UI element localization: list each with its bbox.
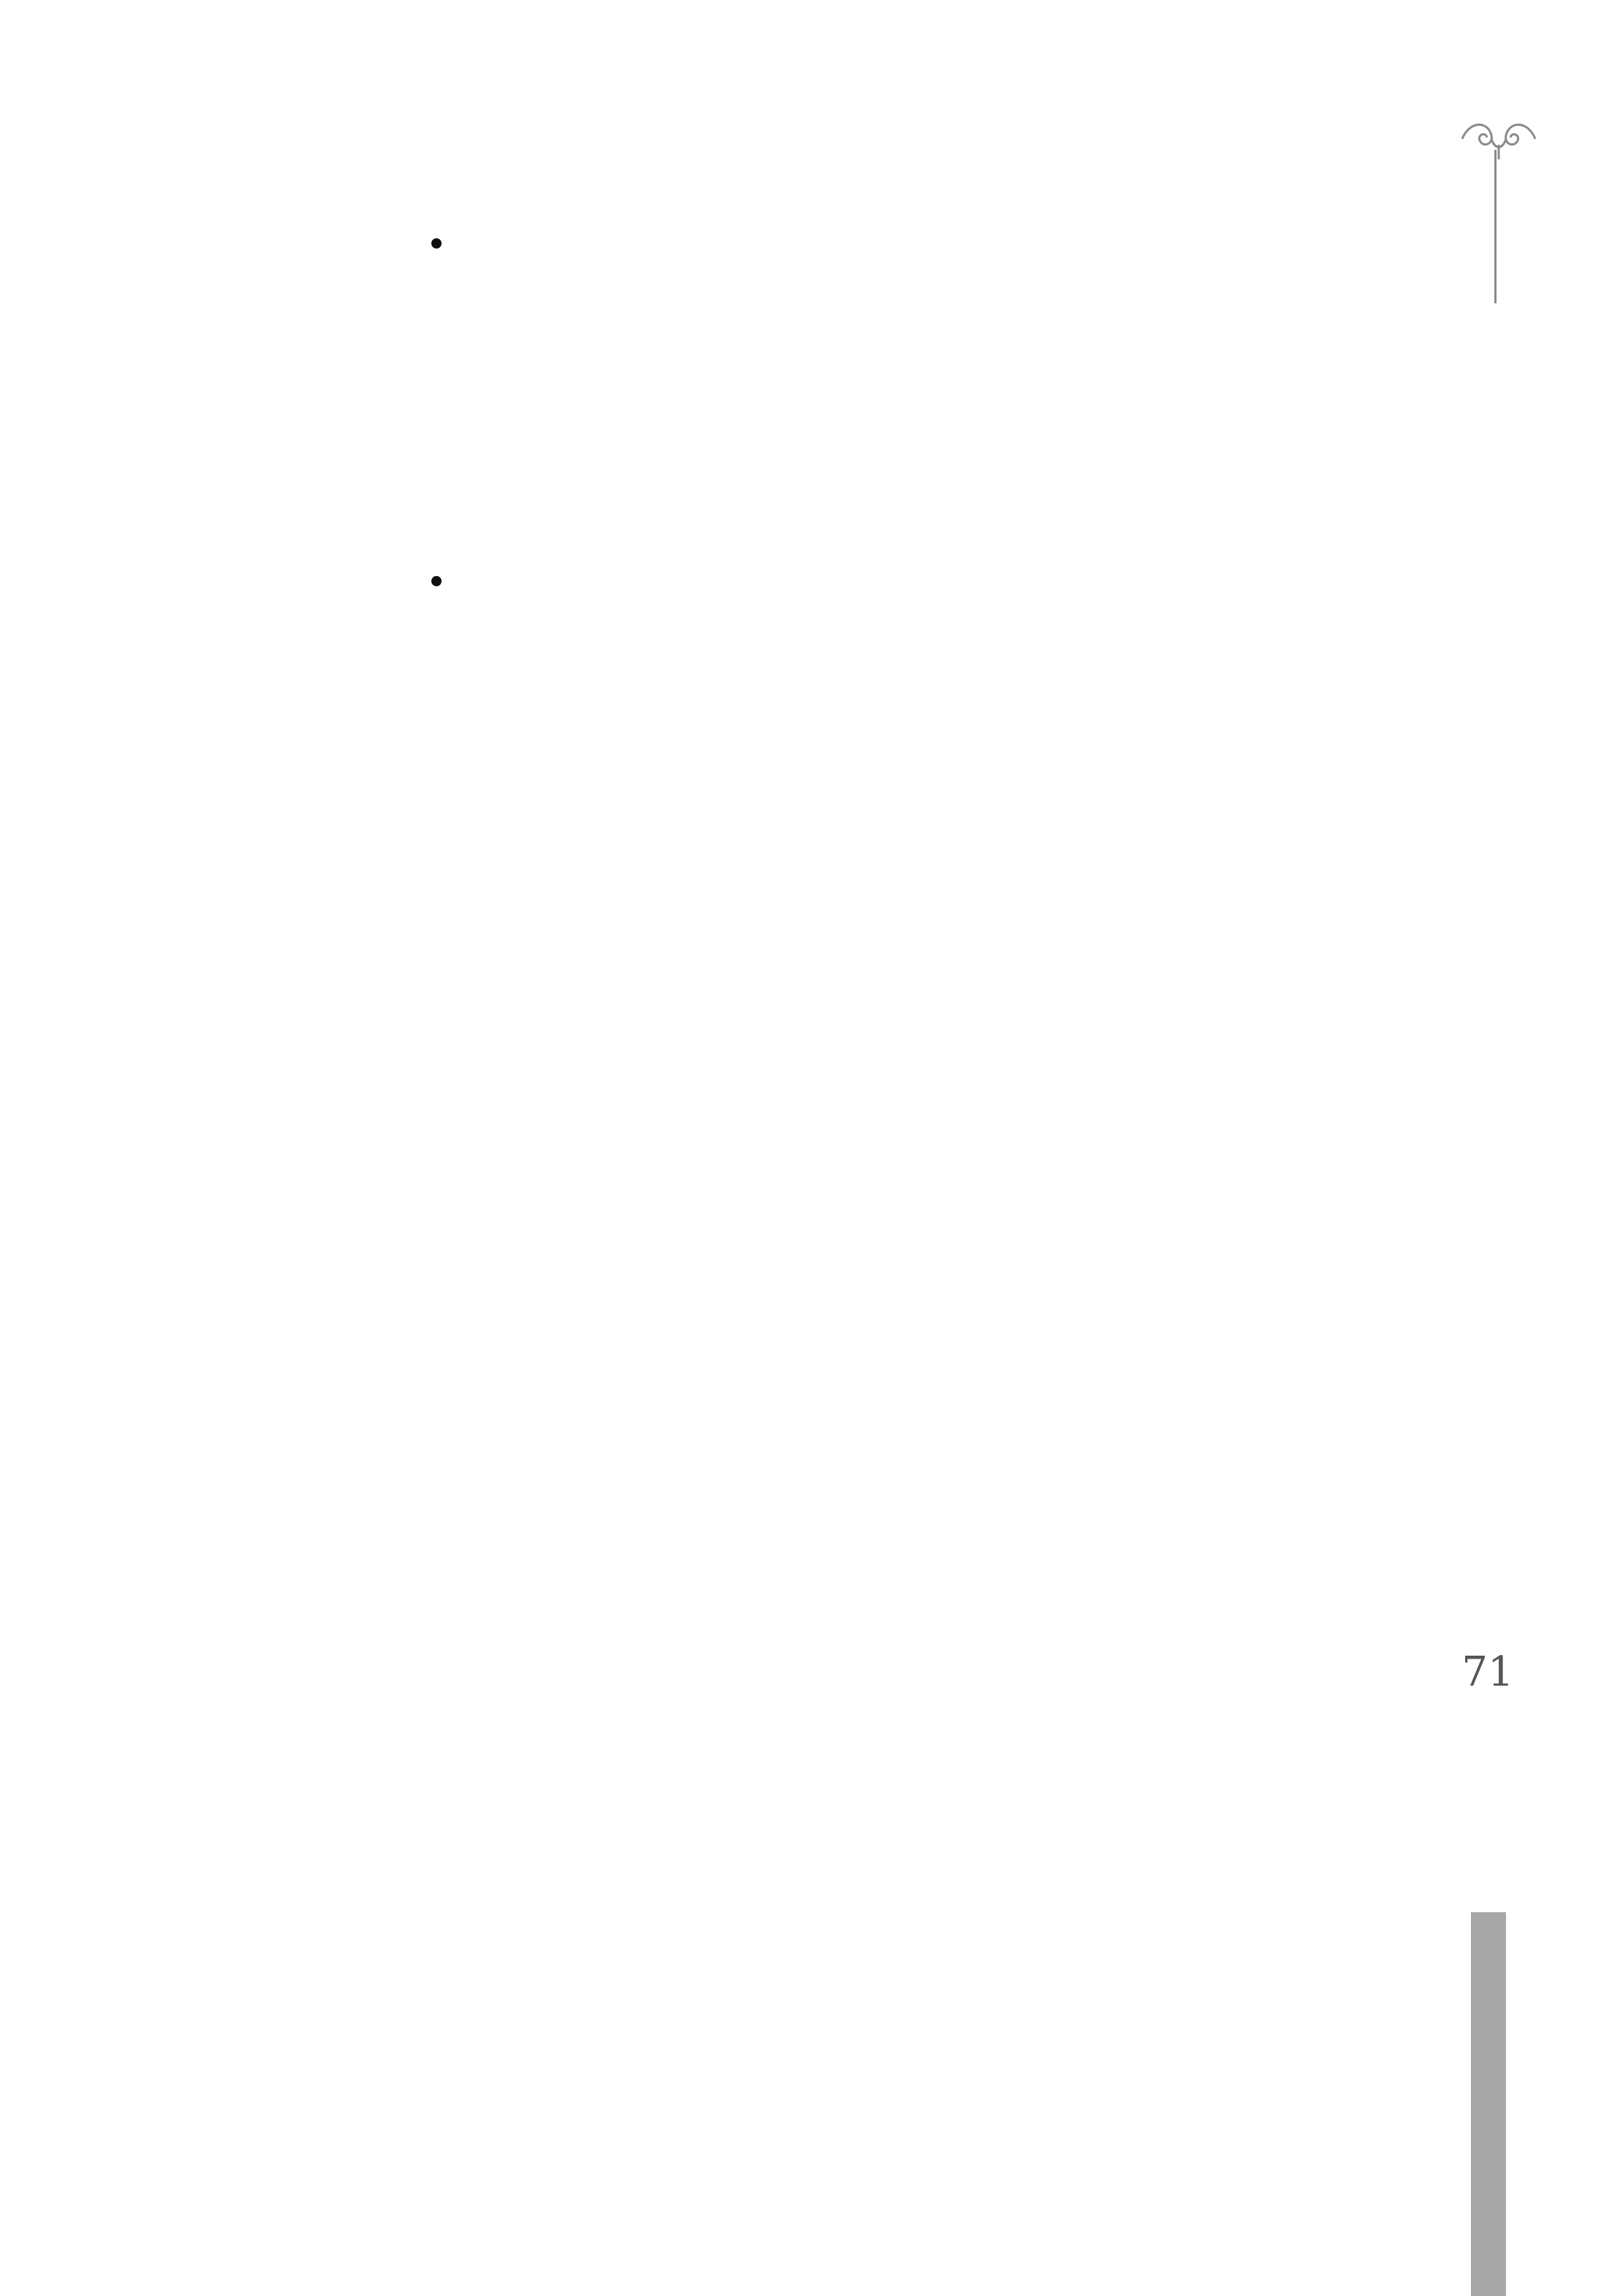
section-heading — [417, 268, 458, 560]
body-column-8 — [809, 219, 850, 2032]
poem-line-4 — [190, 219, 231, 1930]
poem-line-2 — [292, 219, 333, 1433]
body-column-3 — [1211, 219, 1252, 2032]
body-column-7 — [889, 219, 930, 2032]
page-edge-tab — [1471, 1912, 1506, 2296]
body-column-6 — [969, 219, 1010, 2032]
poem-line-5 — [139, 219, 180, 2069]
body-column-12 — [487, 219, 528, 965]
scroll-ornament-icon — [1455, 117, 1543, 161]
page-number: 71 — [1461, 1648, 1514, 1696]
body-column-9 — [728, 219, 769, 2032]
bullet-dot-icon — [431, 576, 442, 586]
running-header — [1462, 219, 1499, 1257]
poem-line-3 — [241, 219, 282, 1806]
body-column-11 — [567, 219, 608, 2032]
body-column-1 — [1372, 219, 1412, 2032]
body-column-5 — [1050, 219, 1091, 2032]
body-column-10 — [648, 219, 689, 2032]
body-column-4 — [1130, 219, 1171, 2032]
bullet-dot-icon — [431, 238, 442, 249]
body-column-2 — [1291, 219, 1332, 2032]
poem-line-1 — [344, 219, 385, 1389]
section-heading-block — [404, 238, 469, 589]
